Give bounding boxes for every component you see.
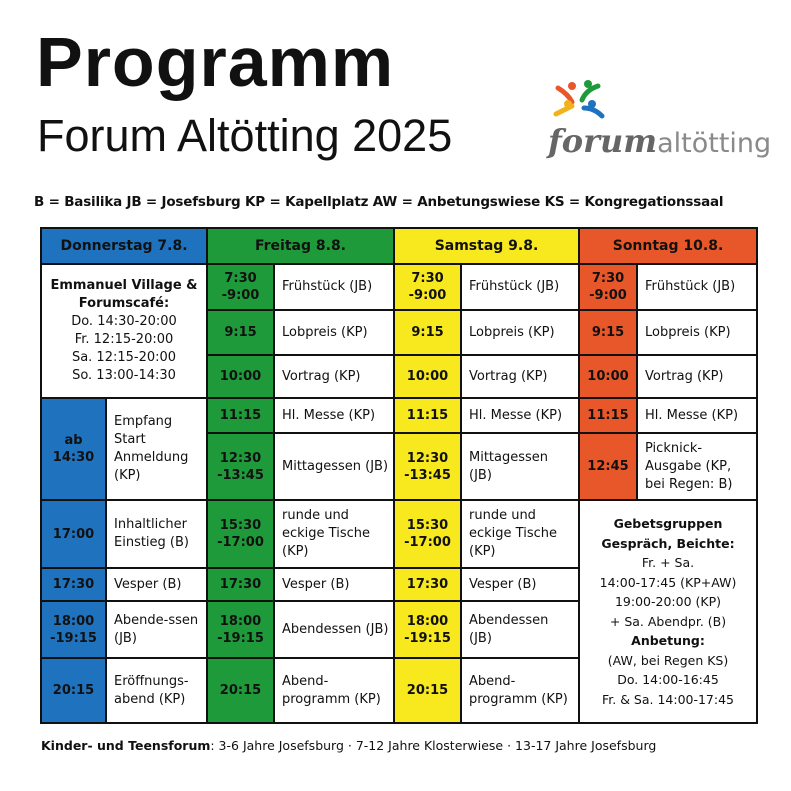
do-event-3: Vesper (B) <box>105 567 208 602</box>
sa-time-4: 11:15 <box>393 397 462 434</box>
fr-time-1: 7:30 -9:00 <box>206 263 275 311</box>
so-time-1: 7:30 -9:00 <box>578 263 638 311</box>
kinder-teensforum-footer <box>41 738 656 753</box>
do-time-3: 17:30 <box>40 567 107 602</box>
sa-event-2: Lobpreis (KP) <box>460 309 580 356</box>
sa-time-6: 15:30 -17:00 <box>393 499 462 569</box>
fr-time-4: 11:15 <box>206 397 275 434</box>
anbetung-title: Anbetung: <box>631 633 705 648</box>
so-time-5: 12:45 <box>578 432 638 501</box>
emmanuel-village-block <box>40 263 208 399</box>
sa-time-2: 9:15 <box>393 309 462 356</box>
anbetung-line: (AW, bei Regen KS) <box>607 652 729 668</box>
fr-time-6: 15:30 -17:00 <box>206 499 275 569</box>
header-freitag: Freitag 8.8. <box>206 227 395 265</box>
so-event-2: Lobpreis (KP) <box>636 309 758 356</box>
fr-event-5: Mittagessen (JB) <box>273 432 395 501</box>
so-time-4: 11:15 <box>578 397 638 434</box>
sa-event-1: Frühstück (JB) <box>460 263 580 311</box>
fr-time-2: 9:15 <box>206 309 275 356</box>
gebet-title: Gebetsgruppen Gespräch, Beichte: <box>601 516 735 551</box>
village-title: Emmanuel Village & Forumscafé: <box>50 278 198 311</box>
page-subtitle: Forum Altötting 2025 <box>37 110 453 161</box>
fr-event-1: Frühstück (JB) <box>273 263 395 311</box>
header-samstag: Samstag 9.8. <box>393 227 580 265</box>
do-event-4: Abende-ssen (JB) <box>105 600 208 659</box>
do-event-2: Inhaltlicher Einstieg (B) <box>105 499 208 569</box>
sa-time-9: 20:15 <box>393 657 462 724</box>
fr-event-7: Vesper (B) <box>273 567 395 602</box>
village-line: Fr. 12:15-20:00 <box>74 332 174 347</box>
village-line: Do. 14:30-20:00 <box>71 314 177 329</box>
logo-word-altoetting: altötting <box>657 128 772 159</box>
fr-time-3: 10:00 <box>206 354 275 399</box>
gebet-line: Fr. + Sa. <box>641 555 695 570</box>
do-event-5: Eröffnungs-abend (KP) <box>105 657 208 724</box>
sa-event-7: Vesper (B) <box>460 567 580 602</box>
sa-time-3: 10:00 <box>393 354 462 399</box>
sa-event-8: Abendessen (JB) <box>460 600 580 659</box>
so-event-3: Vortrag (KP) <box>636 354 758 399</box>
do-time-4: 18:00 -19:15 <box>40 600 107 659</box>
village-line: Sa. 12:15-20:00 <box>71 350 177 365</box>
location-legend: B = Basilika JB = Josefsburg KP = Kapellplatz AW = Anbetungswiese KS = Kongregationssaal <box>34 194 724 210</box>
fr-time-5: 12:30 -13:45 <box>206 432 275 501</box>
so-time-2: 9:15 <box>578 309 638 356</box>
sa-event-5: Mittagessen (JB) <box>460 432 580 501</box>
header-sonntag: Sonntag 10.8. <box>578 227 758 265</box>
fr-event-6: runde und eckige Tische (KP) <box>273 499 395 569</box>
do-time-2: 17:00 <box>40 499 107 569</box>
footer-text: : 3-6 Jahre Josefsburg · 7-12 Jahre Klosterwiese · 13-17 Jahre Josefsburg <box>210 738 657 753</box>
fr-event-8: Abendessen (JB) <box>273 600 395 659</box>
so-time-3: 10:00 <box>578 354 638 399</box>
sa-event-6: runde und eckige Tische (KP) <box>460 499 580 569</box>
sa-time-5: 12:30 -13:45 <box>393 432 462 501</box>
logo-word-forum: forum <box>548 122 658 160</box>
footer-label: Kinder- und Teensforum <box>41 738 211 753</box>
anbetung-line: Fr. & Sa. 14:00-17:45 <box>601 691 735 707</box>
fr-time-8: 18:00 -19:15 <box>206 600 275 659</box>
gebet-line: 14:00-17:45 (KP+AW) <box>599 574 737 590</box>
header-donnerstag: Donnerstag 7.8. <box>40 227 208 265</box>
sa-event-9: Abend-programm (KP) <box>460 657 580 724</box>
so-event-4: Hl. Messe (KP) <box>636 397 758 434</box>
fr-event-4: Hl. Messe (KP) <box>273 397 395 434</box>
do-time-1: ab 14:30 <box>40 397 107 501</box>
logo-wordmark <box>548 122 771 160</box>
sa-time-8: 18:00 -19:15 <box>393 600 462 659</box>
village-line: So. 13:00-14:30 <box>72 368 176 383</box>
fr-time-9: 20:15 <box>206 657 275 724</box>
gebet-line: 19:00-20:00 (KP) <box>614 594 722 609</box>
anbetung-line: Do. 14:00-16:45 <box>617 672 719 687</box>
so-event-5: Picknick-Ausgabe (KP, bei Regen: B) <box>636 432 758 501</box>
gebet-line: + Sa. Abendpr. (B) <box>609 613 727 629</box>
do-event-1: Empfang Start Anmeldung (KP) <box>105 397 208 501</box>
sa-event-4: Hl. Messe (KP) <box>460 397 580 434</box>
fr-event-3: Vortrag (KP) <box>273 354 395 399</box>
do-time-5: 20:15 <box>40 657 107 724</box>
so-event-1: Frühstück (JB) <box>636 263 758 311</box>
sa-time-7: 17:30 <box>393 567 462 602</box>
sa-event-3: Vortrag (KP) <box>460 354 580 399</box>
fr-time-7: 17:30 <box>206 567 275 602</box>
fr-event-9: Abend-programm (KP) <box>273 657 395 724</box>
page-title: Programm <box>36 23 395 101</box>
gebet-anbetung-block <box>578 499 758 724</box>
sa-time-1: 7:30 -9:00 <box>393 263 462 311</box>
fr-event-2: Lobpreis (KP) <box>273 309 395 356</box>
